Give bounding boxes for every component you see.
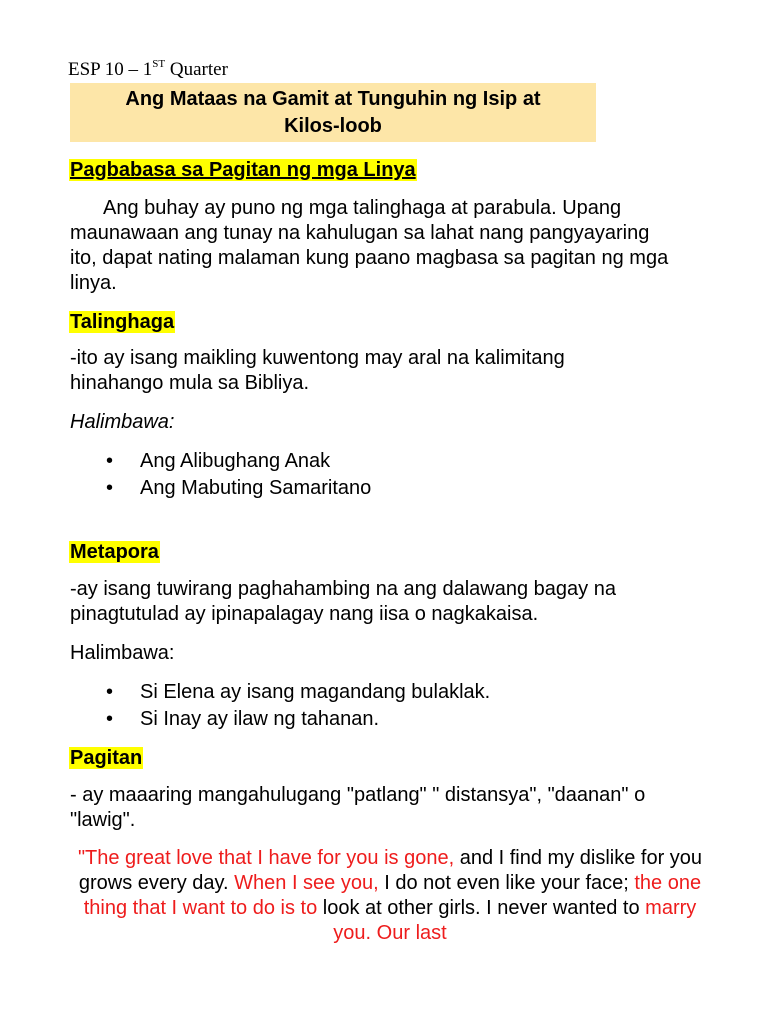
quote-segment: I do not even like your face; xyxy=(378,872,635,894)
talinghaga-examples xyxy=(70,448,570,502)
heading-text: Metapora xyxy=(70,541,159,563)
quote-segment-red: Our last xyxy=(376,922,447,944)
list-item: • Ang Mabuting Samaritano xyxy=(70,475,570,502)
course-header xyxy=(68,58,228,81)
list-item: • Si Elena ay isang magandang bulaklak. xyxy=(70,679,630,706)
section-heading-metapora xyxy=(69,540,160,564)
section-heading-pagbabasa xyxy=(69,158,417,182)
intro-paragraph: Ang buhay ay puno ng mga talinghaga at parabula. Upang maunawaan ang tunay na kahulugan sa lahat nang pangyayaring ito, dapat nating malaman kung paano magbasa sa pagitan ng mga linya. xyxy=(70,197,669,294)
quote-segment-red: When I see you, xyxy=(234,872,379,894)
title-line-2: Kilos-loob xyxy=(284,114,382,137)
title-box xyxy=(70,83,596,142)
metapora-examples xyxy=(70,679,630,733)
pagitan-definition: - ay maaaring mangahulugang "patlang" " distansya", "daanan" o "lawig". xyxy=(70,784,646,831)
heading-text: Talinghaga xyxy=(70,311,175,333)
course-superscript: ST xyxy=(152,58,166,70)
talinghaga-example-label: Halimbawa: xyxy=(70,411,175,433)
quote-block xyxy=(70,846,710,946)
section-heading-talinghaga xyxy=(69,310,175,334)
quote-segment-red: "The great love that I have for you is gone, xyxy=(77,847,455,869)
heading-text: Pagitan xyxy=(70,747,143,769)
heading-text: Pagbabasa sa Pagitan ng mga Linya xyxy=(70,159,416,181)
section-heading-pagitan xyxy=(69,746,143,770)
quote-segment-red: marry you. xyxy=(333,897,697,944)
quote-segment-red: the one thing that I want to do is to xyxy=(83,872,702,919)
talinghaga-definition: -ito ay isang maikling kuwentong may aral na kalimitang hinahango mula sa Bibliya. xyxy=(70,347,565,394)
metapora-example-label: Halimbawa: xyxy=(70,642,175,664)
title-line-1: Ang Mataas na Gamit at Tunguhin ng Isip at xyxy=(125,87,541,110)
course-term: Quarter xyxy=(165,59,228,80)
metapora-definition: -ay isang tuwirang paghahambing na ang dalawang bagay na pinagtutulad ay ipinapalagay nang iisa o nagkakaisa. xyxy=(70,578,616,625)
quote-segment: and I find my dislike for you grows every day. xyxy=(78,847,703,894)
course-label: ESP 10 – 1 xyxy=(68,59,153,80)
list-item: • Si Inay ay ilaw ng tahanan. xyxy=(70,706,630,733)
quote-segment: look at other girls. I never wanted to xyxy=(317,897,646,919)
list-item: • Ang Alibughang Anak xyxy=(70,448,570,475)
